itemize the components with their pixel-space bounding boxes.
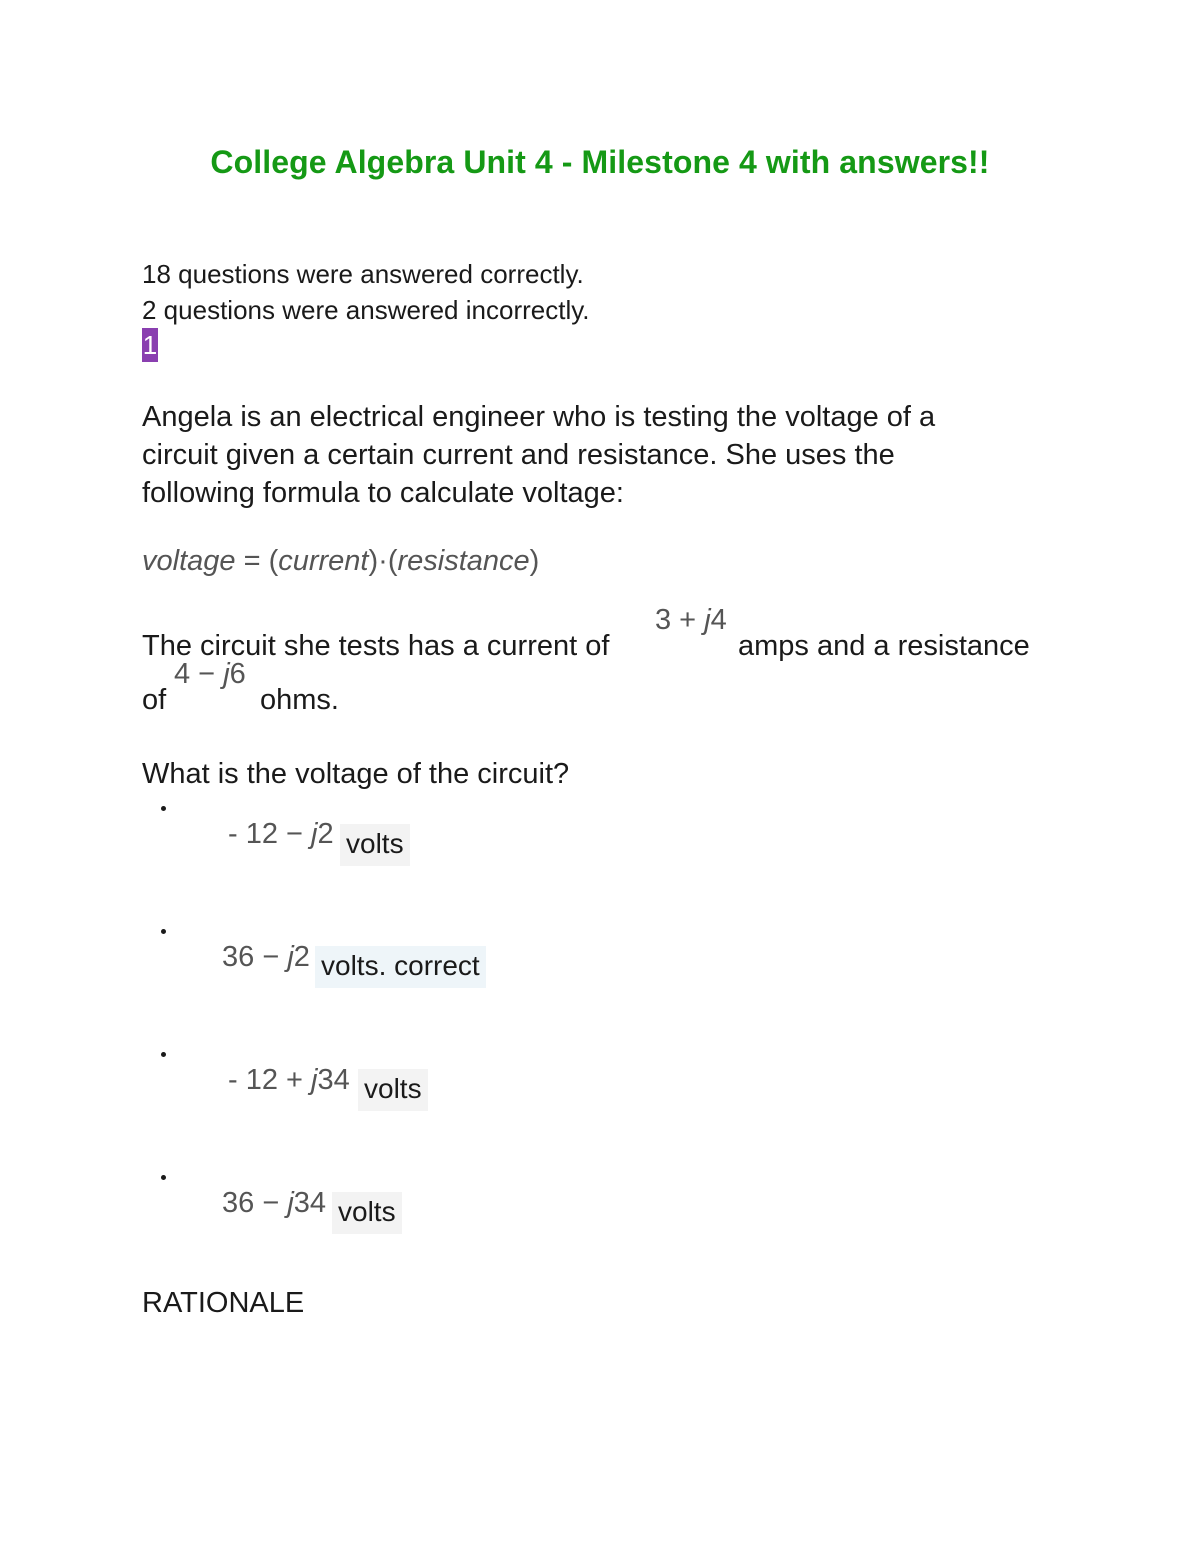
option-1-j: j [311, 818, 318, 850]
rationale-heading: RATIONALE [142, 1287, 305, 1319]
formula-resistance: resistance [397, 545, 530, 577]
formula-current: current [278, 545, 369, 577]
correct-count-text: 18 questions were answered correctly. [142, 259, 584, 289]
option-2-real: 36 − [222, 941, 288, 973]
formula-eq: = ( [235, 545, 279, 577]
option-2-j: j [287, 941, 294, 973]
option-2-value[interactable] [222, 941, 310, 974]
option-3-value[interactable] [228, 1064, 350, 1097]
formula-end: ) [529, 545, 540, 577]
current-j: j [704, 604, 711, 636]
option-1-value[interactable] [228, 818, 334, 851]
option-2-bullet [161, 929, 166, 934]
formula-voltage: voltage [142, 545, 236, 577]
resistance-text-after: ohms. [260, 684, 339, 716]
option-1-label[interactable]: volts [340, 824, 410, 866]
option-2-label[interactable]: volts. correct [315, 946, 486, 988]
question-intro-line-3: following formula to calculate voltage: [142, 477, 624, 509]
current-text-after: amps and a resistance [738, 630, 1030, 662]
resistance-text-before: of [142, 684, 167, 716]
option-4-bullet [161, 1175, 166, 1180]
option-4-real: 36 − [222, 1187, 288, 1219]
option-4-imag: 34 [293, 1187, 327, 1219]
option-3-bullet [161, 1052, 166, 1057]
option-2-imag: 2 [293, 941, 310, 973]
option-3-label[interactable]: volts [358, 1069, 428, 1111]
formula-mid: )·( [368, 545, 398, 577]
current-value [655, 604, 727, 637]
option-1-bullet [161, 806, 166, 811]
resistance-real: 4 − [174, 658, 224, 690]
question-prompt: What is the voltage of the circuit? [142, 758, 570, 790]
resistance-j: j [223, 658, 230, 690]
resistance-imag: 6 [229, 658, 246, 690]
option-3-real: - 12 + [228, 1064, 312, 1096]
option-4-value[interactable] [222, 1187, 326, 1220]
option-1-real: - 12 − [228, 818, 312, 850]
current-imag: 4 [710, 604, 727, 636]
option-4-j: j [287, 1187, 294, 1219]
current-text-before: The circuit she tests has a current of [142, 630, 610, 662]
resistance-value [174, 658, 246, 691]
option-1-imag: 2 [317, 818, 334, 850]
question-number-badge: 1 [142, 330, 158, 360]
option-3-imag: 34 [317, 1064, 350, 1096]
option-3-j: j [311, 1064, 318, 1096]
voltage-formula [142, 545, 539, 578]
question-intro-line-2: circuit given a certain current and resistance. She uses the [142, 439, 895, 471]
option-4-label[interactable]: volts [332, 1192, 402, 1234]
page-title: College Algebra Unit 4 - Milestone 4 with answers!! [210, 144, 990, 180]
incorrect-count-text: 2 questions were answered incorrectly. [142, 295, 590, 325]
question-intro-line-1: Angela is an electrical engineer who is testing the voltage of a [142, 401, 936, 433]
current-real: 3 + [655, 604, 705, 636]
